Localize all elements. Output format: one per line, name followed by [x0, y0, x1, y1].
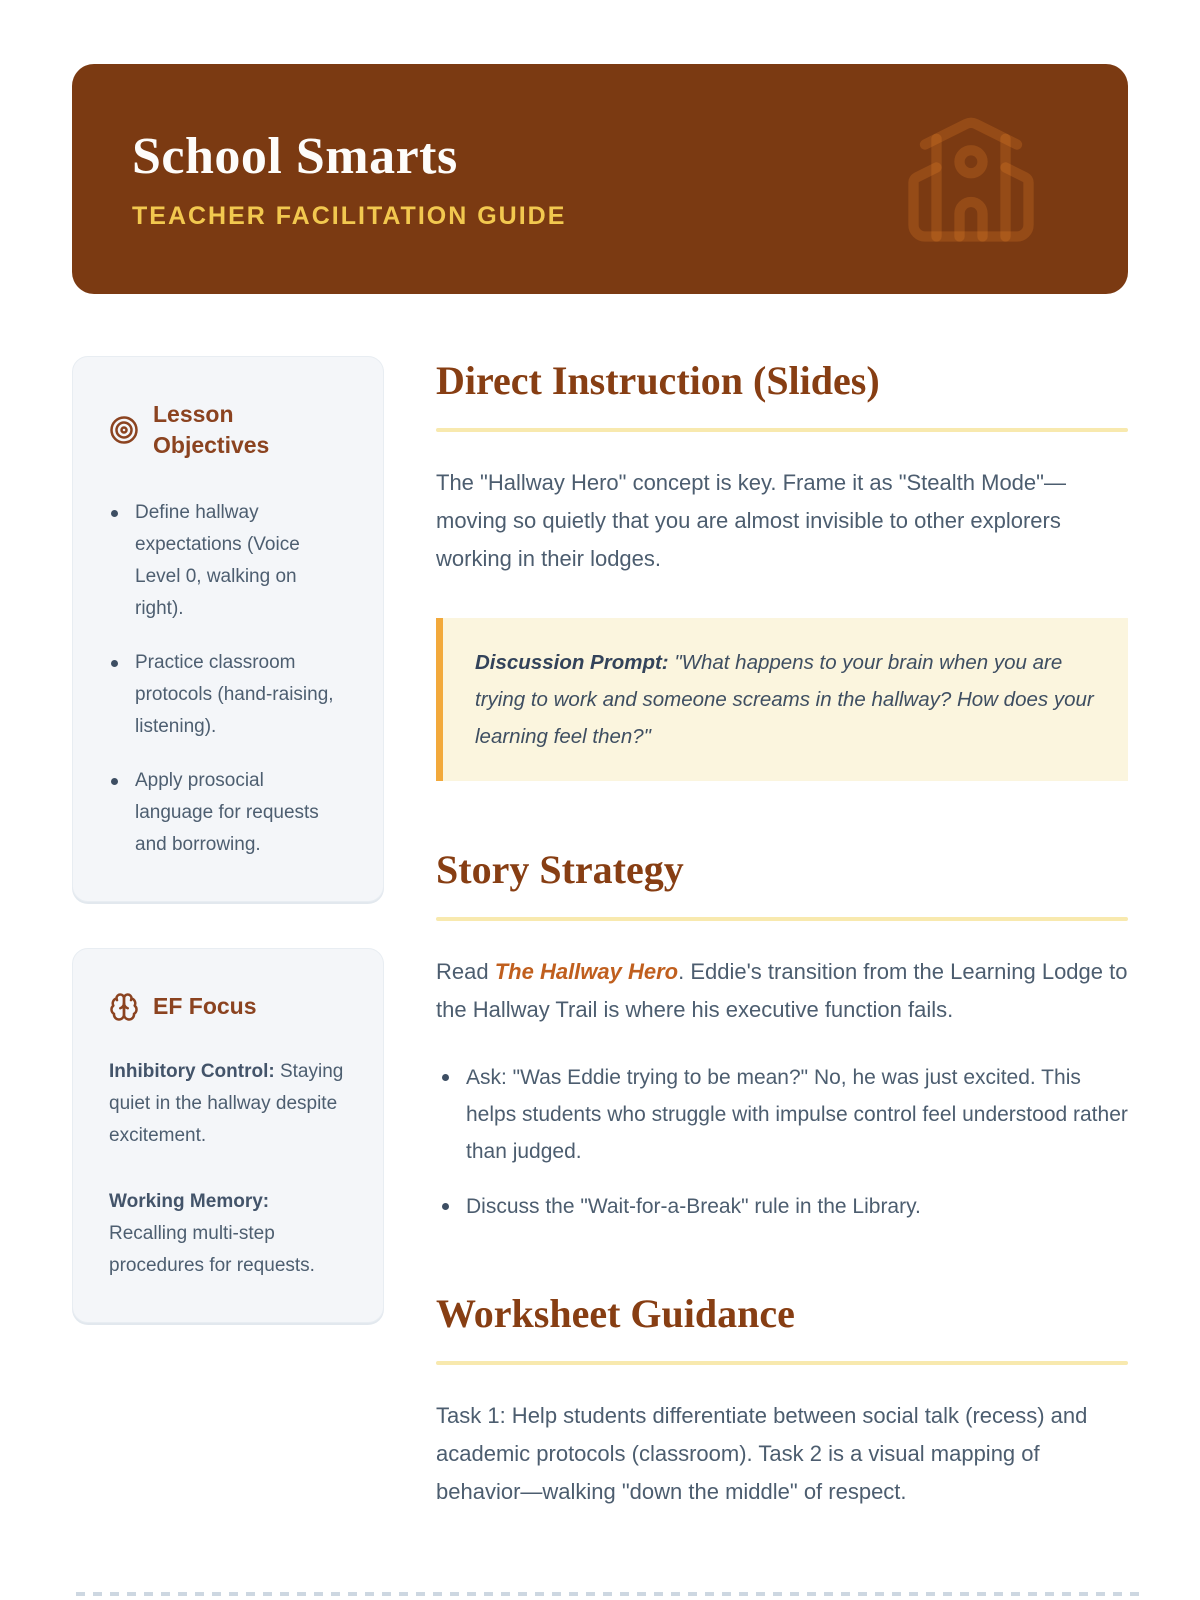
brain-icon [109, 992, 139, 1022]
section-story-strategy [436, 847, 1128, 1225]
objective-item: Define hallway expectations (Voice Level 0, walking on right). [109, 497, 347, 625]
ef-focus-label: EF Focus [153, 993, 257, 1020]
ef-focus-card [72, 948, 384, 1323]
objective-item: Practice classroom protocols (hand-raising, listening). [109, 647, 347, 743]
section-heading: Worksheet Guidance [436, 1291, 795, 1336]
read-prefix: Read [436, 959, 495, 984]
target-icon [109, 415, 139, 445]
list-item: Ask: "Was Eddie trying to be mean?" No, he was just excited. This helps students who struggle with impulse control feel understood rather than judged. [436, 1059, 1128, 1170]
section-divider [76, 1592, 1142, 1596]
callout-label: Discussion Prompt: [475, 651, 669, 674]
ef-focus-title [109, 991, 347, 1022]
section-paragraph [436, 953, 1128, 1029]
ef-entry-label: Inhibitory Control: [109, 1061, 275, 1083]
section-paragraph: Task 1: Help students differentiate between social talk (recess) and academic protocols (classroom). Task 2 is a visual mapping of behavior—walking "down the middle" of respect. [436, 1403, 1088, 1504]
ef-entry [109, 1186, 347, 1282]
objectives-list [109, 497, 347, 861]
ef-entry-label: Working Memory: [109, 1191, 270, 1213]
section-direct-instruction [436, 358, 1128, 781]
read-suffix: . Eddie's transition from the Learning Lodge to the Hallway Trail is where his executive function fails. [436, 959, 1128, 1022]
story-strategy-list [436, 1059, 1128, 1225]
content-columns [0, 356, 1200, 1511]
book-title: The Hallway Hero [494, 959, 679, 984]
callout-text [475, 644, 1098, 755]
ef-entry-text: Recalling multi-step procedures for requests. [109, 1223, 315, 1277]
header-banner [72, 64, 1128, 294]
lesson-objectives-card [72, 356, 384, 902]
lesson-objectives-label: Lesson Objectives [153, 401, 270, 459]
sidebar [72, 356, 384, 1323]
section-rule [436, 428, 1128, 432]
ef-entry [109, 1056, 347, 1152]
objective-item: Apply prosocial language for requests and borrowing. [109, 765, 347, 861]
lesson-objectives-title [109, 399, 347, 461]
section-heading: Story Strategy [436, 847, 684, 892]
page-title: School Smarts [132, 127, 458, 185]
section-rule [436, 917, 1128, 921]
main-content [436, 356, 1128, 1511]
discussion-prompt-callout [436, 618, 1128, 781]
list-item: Discuss the "Wait-for-a-Break" rule in the Library. [436, 1188, 1128, 1225]
section-rule [436, 1361, 1128, 1365]
ef-entry-text: Staying quiet in the hallway despite excitement. [109, 1061, 344, 1147]
section-heading: Direct Instruction (Slides) [436, 358, 880, 403]
page-subtitle: TEACHER FACILITATION GUIDE [132, 202, 567, 231]
callout-quote: "What happens to your brain when you are trying to work and someone screams in the hallway? How does your learning feel then?" [475, 651, 1094, 748]
section-paragraph: The "Hallway Hero" concept is key. Frame it as "Stealth Mode"—moving so quietly that you are almost invisible to other explorers working in their lodges. [436, 470, 1066, 571]
school-icon [902, 110, 1040, 248]
header-text [132, 127, 566, 232]
section-worksheet-guidance [436, 1291, 1128, 1511]
